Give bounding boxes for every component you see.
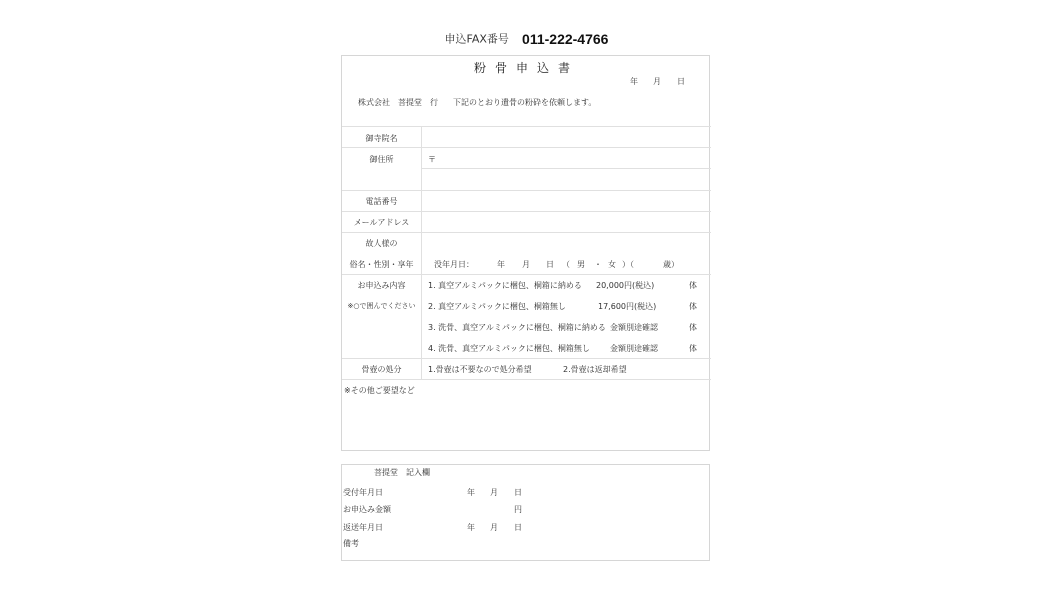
urn-option-return: 2.骨壺は返却希望 (563, 365, 627, 374)
addressee: 株式会社 菩提堂 行 (358, 98, 438, 107)
divider (342, 126, 711, 127)
fax-header (0, 28, 1053, 47)
divider (342, 147, 711, 148)
divider (342, 358, 711, 359)
received-month: 月 (490, 488, 498, 497)
fax-number: 011-222-4766 (522, 30, 609, 47)
gender-female: 女 (608, 260, 616, 269)
notes-label: 備考 (343, 539, 359, 548)
amount-label: お申込み金額 (343, 505, 391, 514)
application-content-label: お申込み内容 (357, 281, 406, 290)
postal-mark: 〒 (428, 155, 436, 164)
option-text: 4. 洗骨、真空アルミパックに梱包、桐箱無し (428, 344, 590, 353)
option-unit: 体 (689, 302, 697, 311)
option-price: 金額別途確認 (610, 323, 658, 332)
gender-open: （ (562, 260, 570, 269)
option-text: 2. 真空アルミパックに梱包、桐箱無し (428, 302, 566, 311)
age-unit: 歳） (663, 260, 679, 269)
death-year: 年 (497, 260, 505, 269)
office-heading: 菩提堂 記入欄 (374, 468, 430, 477)
return-date-label: 返送年月日 (343, 523, 383, 532)
option-text: 3. 洗骨、真空アルミパックに梱包、桐箱に納める (428, 323, 606, 332)
date-year: 年 (630, 77, 638, 86)
gender-dot: ・ (594, 260, 602, 269)
yen-unit: 円 (514, 505, 522, 514)
form-title: 粉骨申込書 (473, 61, 579, 75)
deceased-header: 故人様の (365, 239, 398, 248)
divider (342, 274, 711, 275)
urn-option-dispose: 1.骨壺は不要なので処分希望 (428, 365, 532, 374)
application-form (341, 55, 710, 451)
phone-label: 電話番号 (365, 197, 398, 206)
divider (342, 232, 711, 233)
option-unit: 体 (689, 281, 697, 290)
other-requests-label: ※その他ご要望など (344, 386, 415, 395)
fax-label: 申込FAX番号 (444, 32, 509, 46)
email-label: メールアドレス (353, 218, 410, 227)
temple-name-label: 御寺院名 (365, 134, 398, 143)
received-day: 日 (514, 488, 522, 497)
return-year: 年 (467, 523, 475, 532)
address-label: 御住所 (369, 155, 394, 164)
urn-disposal-label: 骨壺の処分 (361, 365, 402, 374)
option-unit: 体 (689, 323, 697, 332)
divider (342, 211, 711, 212)
death-month: 月 (522, 260, 530, 269)
divider (342, 190, 711, 191)
gender-close: ）（ (622, 260, 634, 269)
office-use-section (341, 464, 710, 561)
divider (342, 379, 711, 380)
option-price: 17,600円(税込) (598, 302, 657, 311)
option-text: 1. 真空アルミパックに梱包、桐箱に納める (428, 281, 582, 290)
date-month: 月 (653, 77, 661, 86)
deceased-sub-label: 俗名・性別・享年 (349, 260, 414, 269)
death-date-label: 没年月日： (434, 260, 474, 269)
divider (422, 168, 711, 169)
column-divider (421, 126, 422, 379)
return-day: 日 (514, 523, 522, 532)
option-price: 20,000円(税込) (596, 281, 655, 290)
option-unit: 体 (689, 344, 697, 353)
received-date-label: 受付年月日 (343, 488, 383, 497)
intro-text: 下記のとおり遺骨の粉砕を依頼します。 (453, 98, 597, 107)
return-month: 月 (490, 523, 498, 532)
death-day: 日 (546, 260, 554, 269)
circle-note: ※○で囲んでください (347, 302, 416, 310)
received-year: 年 (467, 488, 475, 497)
date-day: 日 (677, 77, 685, 86)
gender-male: 男 (577, 260, 585, 269)
option-price: 金額別途確認 (610, 344, 658, 353)
